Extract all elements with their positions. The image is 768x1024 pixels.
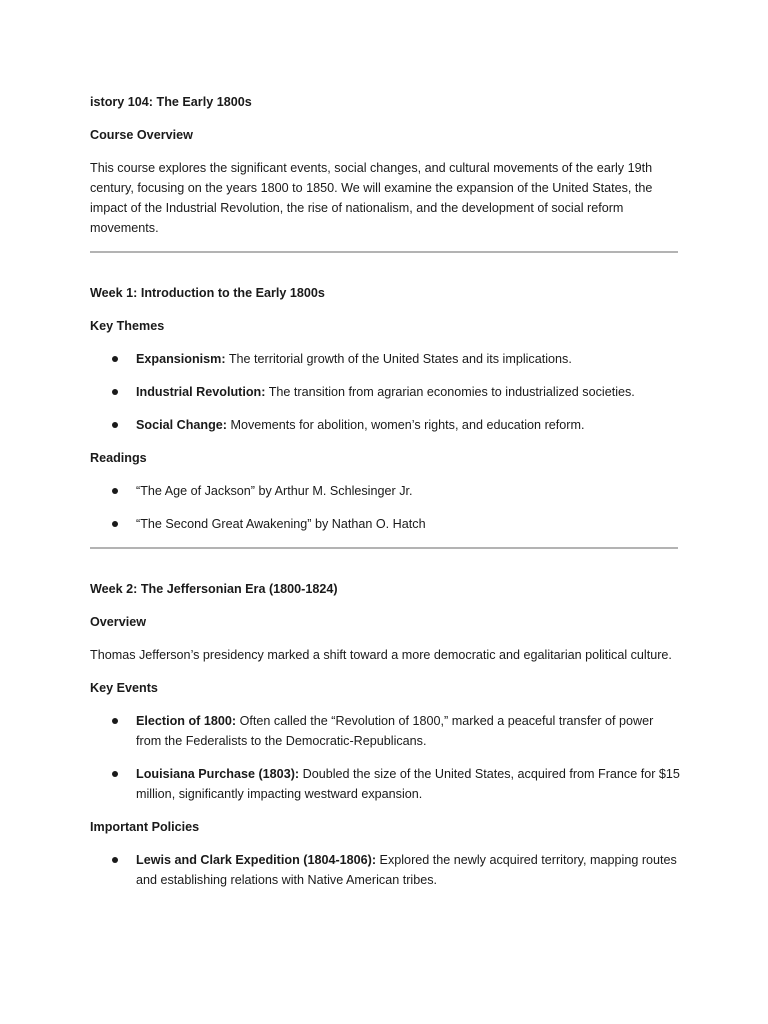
event-label: Louisiana Purchase (1803):	[136, 767, 300, 781]
bullet-icon	[112, 488, 118, 494]
course-overview-text: This course explores the significant events, social changes, and cultural movements of the early 19th century, focusing on the years 1800 to 1850. We will examine the expansion of the United States, the impact of the Industrial Revolution, the rise of nationalism, and the development of social reform movements.	[90, 161, 653, 235]
bullet-icon	[112, 422, 118, 428]
bullet-icon	[112, 521, 118, 527]
bullet-icon	[112, 771, 118, 777]
theme-text: The transition from agrarian economies to industrialized societies.	[265, 385, 635, 399]
week2-overview-heading: Overview	[90, 615, 147, 629]
section-divider	[90, 251, 678, 253]
key-themes-heading: Key Themes	[90, 319, 165, 333]
event-text: Doubled the size of the United States, acquired from France for $15 million, significantly impacting westward expansion.	[136, 767, 680, 801]
important-policies-heading: Important Policies	[90, 820, 200, 834]
theme-label: Social Change:	[136, 418, 227, 432]
section-divider	[90, 547, 678, 549]
theme-label: Industrial Revolution:	[136, 385, 266, 399]
reading-item: “The Age of Jackson” by Arthur M. Schlesinger Jr.	[136, 484, 413, 498]
theme-text: Movements for abolition, women’s rights, and education reform.	[226, 418, 585, 432]
theme-label: Expansionism:	[136, 352, 226, 366]
week1-heading: Week 1: Introduction to the Early 1800s	[90, 286, 325, 300]
readings-heading: Readings	[90, 451, 147, 465]
bullet-icon	[112, 718, 118, 724]
event-text: Often called the “Revolution of 1800,” marked a peaceful transfer of power from the Federalists to the Democratic-Republicans.	[136, 714, 654, 748]
reading-item: “The Second Great Awakening” by Nathan O. Hatch	[136, 517, 426, 531]
policy-item	[136, 850, 681, 890]
event-item	[136, 711, 681, 751]
bullet-icon	[112, 356, 118, 362]
bullet-icon	[112, 389, 118, 395]
event-label: Election of 1800:	[136, 714, 237, 728]
document-title: istory 104: The Early 1800s	[90, 95, 252, 109]
theme-item	[136, 415, 681, 435]
bullet-icon	[112, 857, 118, 863]
theme-text: The territorial growth of the United States and its implications.	[225, 352, 572, 366]
key-events-heading: Key Events	[90, 681, 158, 695]
theme-item	[136, 349, 681, 369]
theme-item	[136, 382, 681, 402]
event-item	[136, 764, 681, 804]
course-overview-heading: Course Overview	[90, 128, 193, 142]
week2-heading: Week 2: The Jeffersonian Era (1800-1824)	[90, 582, 338, 596]
policy-label: Lewis and Clark Expedition (1804-1806):	[136, 853, 377, 867]
week2-overview-text: Thomas Jefferson’s presidency marked a shift toward a more democratic and egalitarian political culture.	[90, 648, 672, 662]
policy-text: Explored the newly acquired territory, mapping routes and establishing relations with Native American tribes.	[136, 853, 677, 887]
